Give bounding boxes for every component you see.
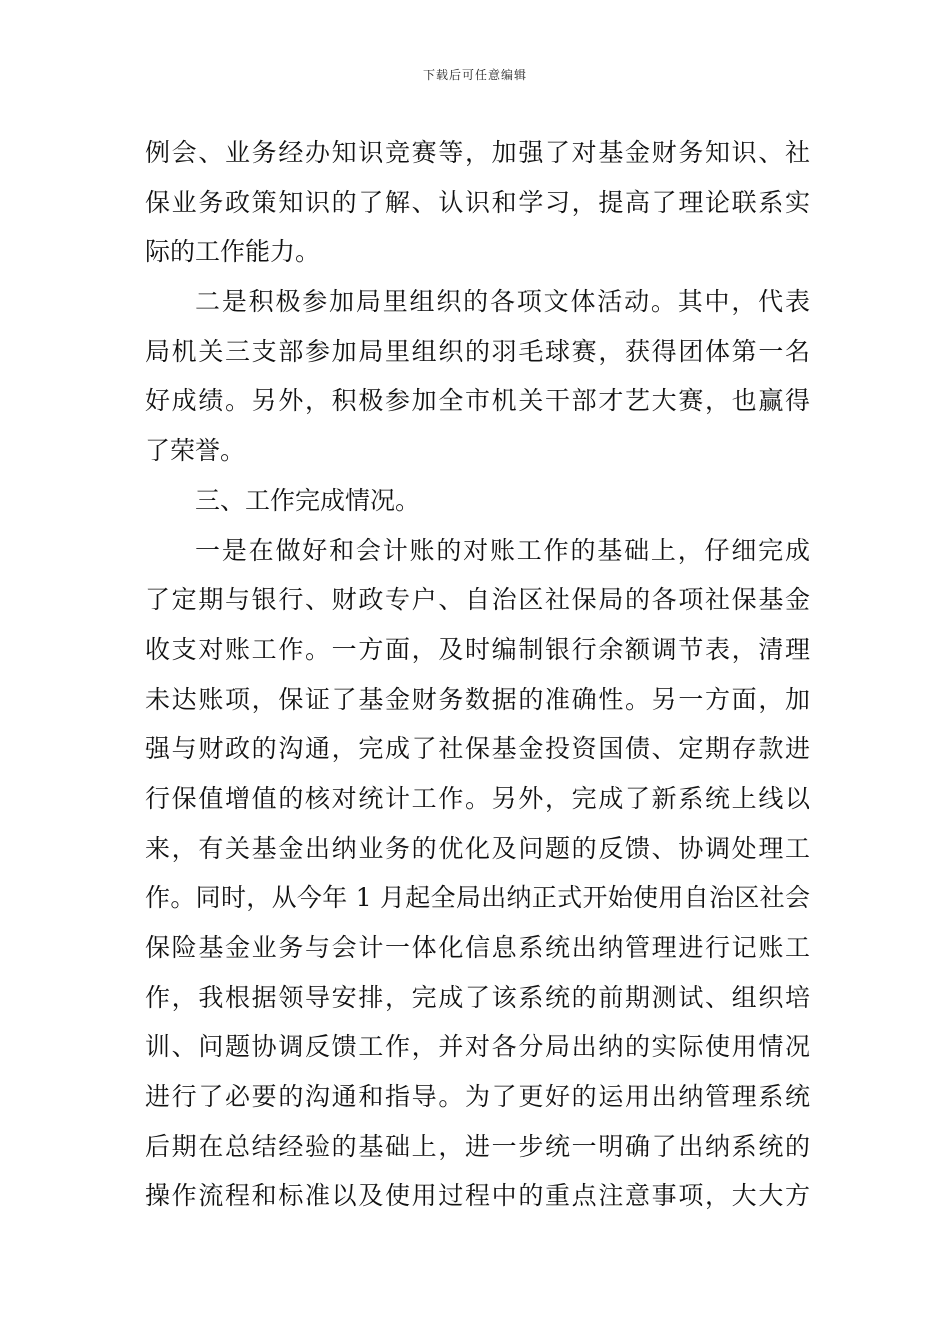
- text-line: 作，我根据领导安排，完成了该系统的前期测试、组织培: [145, 982, 810, 1012]
- text-line: 例会、业务经办知识竞赛等，加强了对基金财务知识、社: [145, 138, 810, 167]
- text-line: 未达账项，保证了基金财务数据的准确性。另一方面，加: [145, 684, 810, 714]
- section-heading: 三、工作完成情况。: [195, 485, 421, 515]
- text-line: 局机关三支部参加局里组织的羽毛球赛，获得团体第一名: [145, 336, 810, 366]
- text-line: 作。同时，从今年 1 月起全局出纳正式开始使用自治区社会: [145, 883, 810, 913]
- text-line: 收支对账工作。一方面，及时编制银行余额调节表，清理: [145, 634, 810, 664]
- text-line: 际的工作能力。: [145, 237, 321, 267]
- text-line: 进行了必要的沟通和指导。为了更好的运用出纳管理系统: [145, 1082, 810, 1112]
- text-line: 了荣誉。: [145, 436, 246, 466]
- header-note: 下载后可任意编辑: [422, 68, 527, 82]
- text-line: 一是在做好和会计账的对账工作的基础上，仔细完成: [195, 535, 810, 565]
- text-line: 强与财政的沟通，完成了社保基金投资国债、定期存款进: [145, 734, 810, 764]
- text-line: 二是积极参加局里组织的各项文体活动。其中，代表: [195, 287, 810, 317]
- text-line: 保险基金业务与会计一体化信息系统出纳管理进行记账工: [145, 933, 810, 962]
- text-line: 来，有关基金出纳业务的优化及问题的反馈、协调处理工: [145, 833, 810, 863]
- text-line: 训、问题协调反馈工作，并对各分局出纳的实际使用情况: [145, 1032, 810, 1062]
- text-line: 操作流程和标准以及使用过程中的重点注意事项，大大方: [145, 1181, 810, 1211]
- text-line: 保业务政策知识的了解、认识和学习，提高了理论联系实: [145, 187, 810, 217]
- text-line: 行保值增值的核对统计工作。另外，完成了新系统上线以: [145, 783, 810, 813]
- body-text: [145, 128, 810, 1221]
- text-line: 了定期与银行、财政专户、自治区社保局的各项社保基金: [145, 585, 810, 615]
- text-line: 好成绩。另外，积极参加全市机关干部才艺大赛，也赢得: [145, 386, 810, 416]
- text-line: 后期在总结经验的基础上，进一步统一明确了出纳系统的: [145, 1131, 810, 1161]
